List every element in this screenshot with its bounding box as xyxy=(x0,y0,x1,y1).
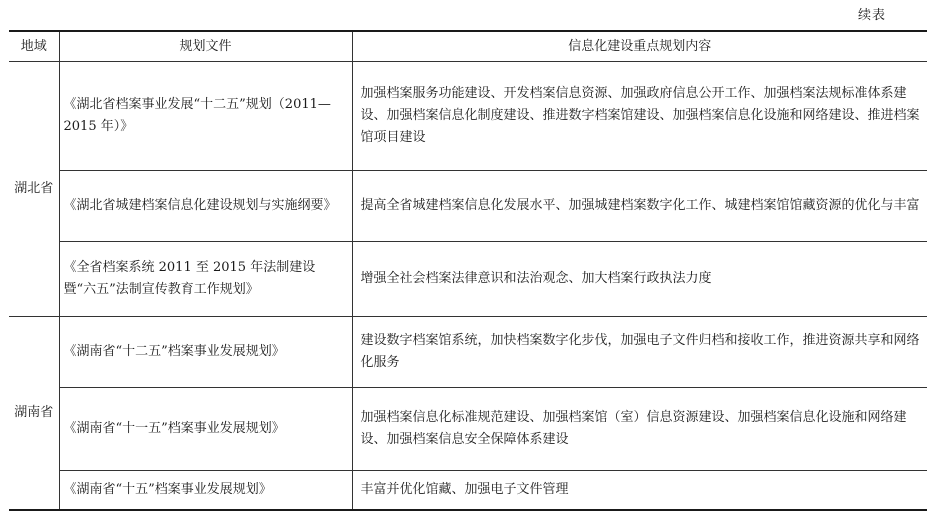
table-row xyxy=(9,62,927,171)
content-cell: 加强档案服务功能建设、开发档案信息资源、加强政府信息公开工作、加强档案法规标准体系建设、加强档案信息化制度建设、推进数字档案馆建设、加强档案信息化设施和网络建设、推进档案馆项目建设 xyxy=(352,62,927,171)
content-cell: 加强档案信息化标准规范建设、加强档案馆（室）信息资源建设、加强档案信息化设施和网络建设、加强档案信息安全保障体系建设 xyxy=(352,388,927,471)
table-row xyxy=(9,471,927,511)
continued-label: 续表 xyxy=(858,8,887,23)
content-cell: 增强全社会档案法律意识和法治观念、加大档案行政执法力度 xyxy=(352,242,927,317)
table-row xyxy=(9,171,927,242)
header-region: 地域 xyxy=(9,31,59,62)
document-cell: 《湖北省档案事业发展“十二五”规划（2011—2015 年）》 xyxy=(59,62,352,171)
document-cell: 《全省档案系统 2011 至 2015 年法制建设暨“六五”法制宣传教育工作规划》 xyxy=(59,242,352,317)
document-cell: 《湖南省“十二五”档案事业发展规划》 xyxy=(59,317,352,388)
content-cell: 丰富并优化馆藏、加强电子文件管理 xyxy=(352,471,927,511)
header-document: 规划文件 xyxy=(59,31,352,62)
content-cell: 提高全省城建档案信息化发展水平、加强城建档案数字化工作、城建档案馆馆藏资源的优化与丰富 xyxy=(352,171,927,242)
plan-table xyxy=(9,30,927,511)
content-cell: 建设数字档案馆系统，加快档案数字化步伐，加强电子文件归档和接收工作，推进资源共享和网络化服务 xyxy=(352,317,927,388)
document-cell: 《湖南省“十一五”档案事业发展规划》 xyxy=(59,388,352,471)
table-row xyxy=(9,242,927,317)
header-row xyxy=(9,31,927,62)
header-content: 信息化建设重点规划内容 xyxy=(352,31,927,62)
document-cell: 《湖北省城建档案信息化建设规划与实施纲要》 xyxy=(59,171,352,242)
region-cell-hubei: 湖北省 xyxy=(9,62,59,317)
document-cell: 《湖南省“十五”档案事业发展规划》 xyxy=(59,471,352,511)
region-cell-hunan: 湖南省 xyxy=(9,317,59,511)
table-row xyxy=(9,317,927,388)
table-row xyxy=(9,388,927,471)
